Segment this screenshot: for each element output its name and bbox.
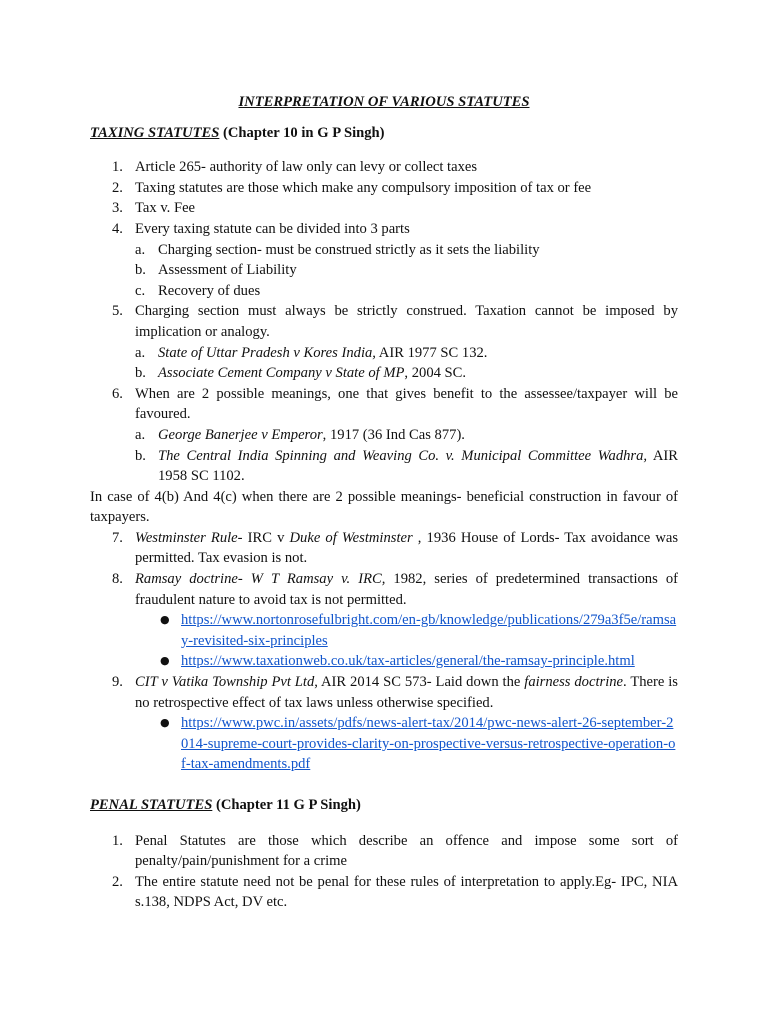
- case-name: State of Uttar Pradesh v Kores India,: [158, 344, 376, 361]
- bullet-icon: ●: [160, 716, 170, 730]
- penal-statutes-heading: [90, 795, 678, 816]
- sub-list-item: a. Charging section- must be construed strictly as it sets the liability: [135, 241, 540, 258]
- note-paragraph: In case of 4(b) And 4(c) when there are 2 possible meanings- beneficial construction in favour of taxpayers.: [90, 488, 678, 526]
- case-citation: a. State of Uttar Pradesh v Kores India, AIR 1977 SC 132.: [135, 344, 488, 361]
- list-item: 8. Ramsay doctrine- W T Ramsay v. IRC, 1982, series of predetermined transactions of fraudulent nature to avoid tax is not permitted.: [112, 571, 678, 608]
- list-item: 3. Tax v. Fee: [112, 200, 196, 217]
- penal-statutes-heading-chapter: (Chapter 11 G P Singh): [212, 797, 361, 813]
- taxing-statutes-heading-chapter: (Chapter 10 in G P Singh): [219, 124, 385, 141]
- list-item: 5. Charging section must always be strictly construed. Taxation cannot be imposed by implication or analogy.: [112, 303, 678, 340]
- taxing-statutes-heading-main: TAXING STATUTES: [90, 124, 220, 141]
- case-citation: a. George Banerjee v Emperor, 1917 (36 Ind Cas 877).: [135, 426, 465, 443]
- link-bullet: [90, 610, 678, 651]
- case-citation: b. Associate Cement Company v State of MP, 2004 SC.: [135, 365, 467, 382]
- penal-statutes-heading-main: PENAL STATUTES: [90, 797, 213, 813]
- taxing-statutes-list-continued: [90, 528, 678, 775]
- link-bullet: [90, 713, 678, 775]
- list-item: 2. The entire statute need not be penal for these rules of interpretation to apply.Eg- IPC, NIA s.138, NDPS Act, DV etc.: [112, 873, 678, 911]
- reference-link[interactable]: https://www.taxationweb.co.uk/tax-articles/general/the-ramsay-principle.html: [181, 653, 635, 670]
- link-bullet: [90, 651, 678, 672]
- list-item: 9. CIT v Vatika Township Pvt Ltd, AIR 2014 SC 573- Laid down the fairness doctrine. There is no retrospective effect of tax laws unless otherwise specified.: [112, 674, 678, 711]
- list-item: 6. When are 2 possible meanings, one that gives benefit to the assessee/taxpayer will be favoured.: [112, 385, 678, 423]
- document-page: [90, 92, 678, 913]
- case-citation: b. The Central India Spinning and Weaving Co. v. Municipal Committee Wadhra, AIR 1958 SC 1102.: [135, 447, 678, 485]
- list-item: 7. Westminster Rule- IRC v Duke of Westminster , 1936 House of Lords- Tax avoidance was permitted. Tax evasion is not.: [112, 529, 679, 567]
- list-item: 1. Article 265- authority of law only can levy or collect taxes: [112, 159, 478, 176]
- case-name: George Banerjee v Emperor: [158, 426, 323, 443]
- reference-link[interactable]: https://www.nortonrosefulbright.com/en-gb/knowledge/publications/279a3f5e/ramsay-revisited-six-principles: [181, 612, 677, 649]
- sub-list-item: b. Assessment of Liability: [135, 262, 297, 279]
- bullet-icon: ●: [160, 613, 170, 627]
- case-name: Associate Cement Company v State of MP: [158, 365, 405, 382]
- case-name: The Central India Spinning and Weaving Co. v. Municipal Committee Wadhra,: [158, 447, 648, 464]
- bullet-icon: ●: [160, 654, 170, 668]
- taxing-statutes-list: [90, 157, 678, 487]
- reference-link[interactable]: https://www.pwc.in/assets/pdfs/news-alert-tax/2014/pwc-news-alert-26-september-2014-supreme-court-provides-clarity-on-prospective-versus-retrospective-operation-of-tax-amendments.pdf: [181, 715, 676, 773]
- penal-statutes-list: [90, 831, 678, 913]
- document-title: INTERPRETATION OF VARIOUS STATUTES: [238, 94, 530, 110]
- list-item: 4. Every taxing statute can be divided into 3 parts: [112, 220, 410, 237]
- taxing-statutes-heading: [90, 123, 678, 144]
- list-item: 2. Taxing statutes are those which make any compulsory imposition of tax or fee: [112, 179, 592, 196]
- sub-list-item: c. Recovery of dues: [135, 282, 261, 299]
- list-item: 1. Penal Statutes are those which describe an offence and impose some sort of penalty/pain/punishment for a crime: [112, 832, 678, 870]
